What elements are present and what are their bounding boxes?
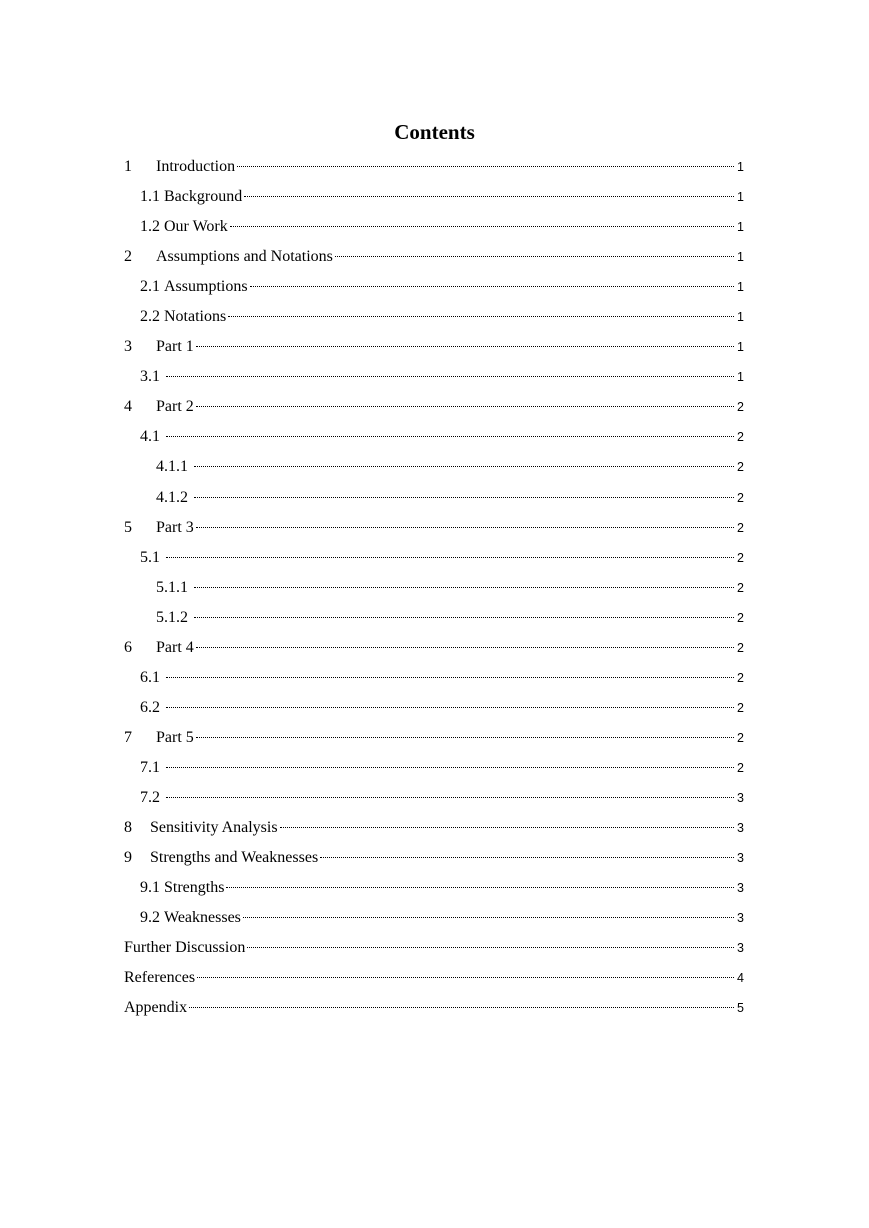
toc-dot-leader: [166, 707, 734, 708]
toc-entry[interactable]: [124, 302, 744, 332]
toc-entry[interactable]: [124, 843, 744, 873]
toc-entry-page-number: 2: [737, 760, 744, 775]
toc-dot-leader: [194, 617, 734, 618]
toc-entry[interactable]: [124, 392, 744, 422]
toc-entry-page-number: 1: [737, 220, 744, 235]
toc-dot-leader: [280, 827, 734, 828]
toc-dot-leader: [226, 887, 734, 888]
toc-entry-page-number: 1: [737, 340, 744, 355]
toc-entry-page-number: 3: [737, 941, 744, 956]
toc-entry-title: Assumptions: [164, 278, 248, 296]
toc-entry-page-number: 3: [737, 790, 744, 805]
toc-entry-page-number: 3: [737, 851, 744, 866]
toc-dot-leader: [237, 166, 734, 167]
toc-entry-number: 7.1: [140, 758, 160, 776]
toc-dot-leader: [250, 286, 734, 287]
toc-entry-number: 4.1.1: [156, 458, 188, 476]
toc-entry-page-number: 1: [737, 190, 744, 205]
toc-dot-leader: [194, 466, 734, 467]
toc-entry-page-number: 2: [737, 670, 744, 685]
toc-entry-title: Background: [164, 188, 243, 206]
toc-entry-title: Part 1: [156, 338, 194, 356]
toc-entry-page-number: 4: [737, 971, 744, 986]
toc-entry-title: Part 3: [156, 518, 194, 536]
table-of-contents: [124, 152, 744, 1023]
toc-entry[interactable]: [124, 182, 744, 212]
toc-entry[interactable]: [124, 152, 744, 182]
toc-entry-title: Strengths: [164, 879, 225, 897]
toc-entry[interactable]: [124, 513, 744, 543]
toc-entry-page-number: 1: [737, 310, 744, 325]
toc-dot-leader: [166, 797, 734, 798]
toc-entry-page-number: 2: [737, 610, 744, 625]
toc-entry-title: Strengths and Weaknesses: [150, 849, 319, 867]
toc-entry[interactable]: [124, 272, 744, 302]
toc-dot-leader: [166, 767, 734, 768]
toc-dot-leader: [194, 587, 734, 588]
toc-entry[interactable]: [124, 242, 744, 272]
toc-entry[interactable]: [124, 663, 744, 693]
toc-entry-title: References: [124, 969, 196, 987]
toc-entry-title: Part 5: [156, 728, 194, 746]
toc-entry-page-number: 1: [737, 280, 744, 295]
toc-entry-number: 9.1: [140, 879, 160, 897]
toc-entry-page-number: 2: [737, 580, 744, 595]
toc-entry-number: 7.2: [140, 788, 160, 806]
toc-entry[interactable]: [124, 212, 744, 242]
toc-entry-page-number: 3: [737, 881, 744, 896]
toc-entry-page-number: 3: [737, 821, 744, 836]
toc-entry[interactable]: [124, 603, 744, 633]
toc-entry-title: Part 4: [156, 638, 194, 656]
toc-dot-leader: [196, 346, 734, 347]
toc-dot-leader: [244, 196, 734, 197]
toc-entry-number: 2.1: [140, 278, 160, 296]
toc-entry-page-number: 2: [737, 400, 744, 415]
toc-entry[interactable]: [124, 573, 744, 603]
toc-entry-title: Weaknesses: [164, 909, 241, 927]
toc-dot-leader: [196, 737, 734, 738]
toc-entry[interactable]: [124, 452, 744, 482]
toc-entry-number: 7: [124, 728, 132, 746]
toc-entry-number: 6: [124, 638, 132, 656]
toc-entry-number: 5.1.2: [156, 608, 188, 626]
toc-entry-number: 5.1.1: [156, 578, 188, 596]
toc-entry-title: Assumptions and Notations: [156, 248, 333, 266]
toc-entry-title: Our Work: [164, 218, 228, 236]
toc-entry[interactable]: [124, 362, 744, 392]
toc-entry-number: 6.2: [140, 698, 160, 716]
toc-entry-number: 3.1: [140, 368, 160, 386]
toc-entry-number: 1: [124, 158, 132, 175]
toc-entry-page-number: 2: [737, 430, 744, 445]
toc-dot-leader: [196, 527, 734, 528]
toc-entry-page-number: 2: [737, 700, 744, 715]
toc-entry-number: 2: [124, 248, 132, 266]
toc-entry[interactable]: [124, 963, 744, 993]
toc-entry-page-number: 2: [737, 490, 744, 505]
toc-dot-leader: [194, 497, 734, 498]
toc-entry-page-number: 2: [737, 460, 744, 475]
toc-entry-page-number: 2: [737, 520, 744, 535]
toc-entry-number: 2.2: [140, 308, 160, 326]
toc-dot-leader: [166, 557, 734, 558]
toc-entry[interactable]: [124, 723, 744, 753]
toc-entry-page-number: 5: [737, 1001, 744, 1016]
toc-entry[interactable]: [124, 813, 744, 843]
toc-entry-title: Appendix: [124, 999, 188, 1017]
toc-entry-title: Further Discussion: [124, 939, 246, 957]
toc-entry-title: Notations: [164, 308, 227, 326]
toc-entry-number: 1.2: [140, 218, 160, 236]
toc-entry[interactable]: [124, 693, 744, 723]
toc-dot-leader: [196, 647, 734, 648]
toc-entry-title: Introduction: [156, 158, 236, 175]
toc-dot-leader: [320, 857, 734, 858]
toc-entry-page-number: 2: [737, 730, 744, 745]
toc-entry-number: 1.1: [140, 188, 160, 206]
toc-entry-page-number: 2: [737, 640, 744, 655]
toc-entry[interactable]: [124, 543, 744, 573]
toc-entry-number: 5: [124, 518, 132, 536]
toc-entry-page-number: 1: [737, 250, 744, 265]
toc-dot-leader: [166, 436, 734, 437]
toc-entry[interactable]: [124, 903, 744, 933]
toc-dot-leader: [166, 376, 734, 377]
toc-dot-leader: [247, 947, 734, 948]
toc-entry-number: 6.1: [140, 668, 160, 686]
toc-entry-number: 4.1: [140, 428, 160, 446]
toc-entry-page-number: 1: [737, 370, 744, 385]
toc-entry-number: 5.1: [140, 548, 160, 566]
toc-entry-title: Sensitivity Analysis: [150, 819, 278, 837]
toc-entry[interactable]: [124, 993, 744, 1023]
toc-entry[interactable]: [124, 753, 744, 783]
toc-dot-leader: [228, 316, 734, 317]
toc-dot-leader: [335, 256, 734, 257]
toc-entry[interactable]: [124, 422, 744, 452]
toc-entry-page-number: 3: [737, 911, 744, 926]
toc-entry[interactable]: [124, 933, 744, 963]
toc-entry[interactable]: [124, 483, 744, 513]
toc-title: Contents: [394, 120, 475, 144]
toc-entry-page-number: 2: [737, 550, 744, 565]
toc-entry-number: 4.1.2: [156, 488, 188, 506]
toc-dot-leader: [230, 226, 734, 227]
toc-dot-leader: [243, 917, 734, 918]
toc-entry-number: 9.2: [140, 909, 160, 927]
toc-entry-number: 4: [124, 398, 132, 416]
toc-entry[interactable]: [124, 633, 744, 663]
toc-dot-leader: [196, 406, 734, 407]
toc-dot-leader: [189, 1007, 734, 1008]
toc-dot-leader: [166, 677, 734, 678]
toc-entry-page-number: 1: [737, 160, 744, 174]
toc-entry[interactable]: [124, 783, 744, 813]
toc-entry[interactable]: [124, 332, 744, 362]
toc-entry[interactable]: [124, 873, 744, 903]
toc-entry-number: 9: [124, 849, 132, 867]
toc-entry-title: Part 2: [156, 398, 194, 416]
toc-entry-number: 8: [124, 819, 132, 837]
toc-entry-number: 3: [124, 338, 132, 356]
toc-dot-leader: [197, 977, 734, 978]
